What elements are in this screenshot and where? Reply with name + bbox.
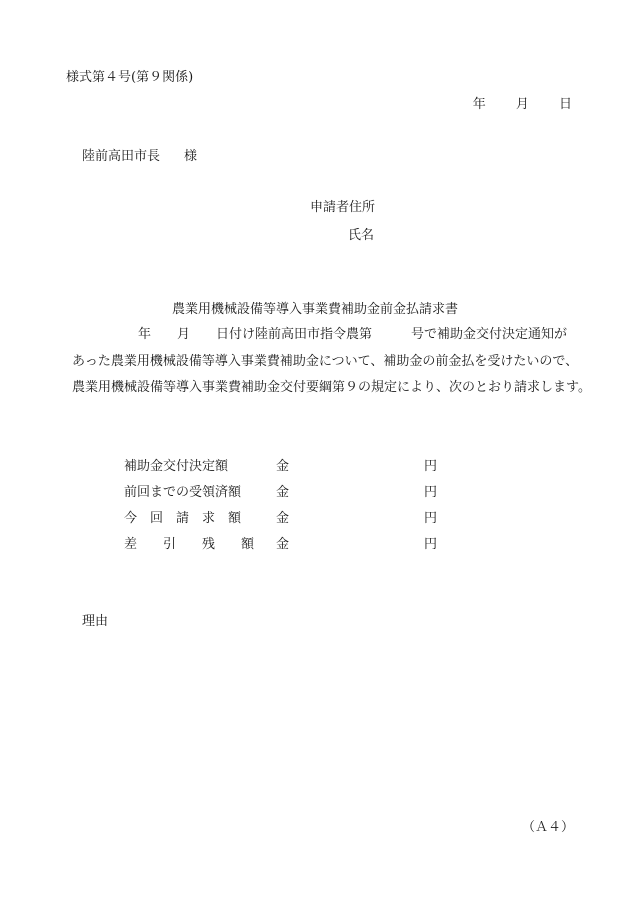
paper-size-note: （Ａ４）: [521, 820, 574, 835]
currency-prefix: 金: [276, 511, 290, 526]
applicant-address-label: 申請者住所: [310, 200, 376, 215]
reason-label: 理由: [82, 614, 109, 629]
body-text-line-3: 農業用機械設備等導入事業費補助金交付要綱第９の規定により、次のとおり請求します。: [72, 380, 591, 395]
amount-label: 差 引 残 額: [124, 537, 255, 552]
currency-unit: 円: [424, 485, 438, 500]
amount-label: 補助金交付決定額: [124, 459, 229, 474]
currency-unit: 円: [424, 511, 438, 526]
currency-unit: 円: [424, 459, 438, 474]
applicant-name-label: 氏名: [348, 228, 375, 243]
document-title: 農業用機械設備等導入事業費補助金前金払請求書: [171, 302, 458, 317]
amount-row-balance: [124, 533, 437, 552]
currency-prefix: 金: [276, 459, 290, 474]
addressee-name: 陸前高田市長: [82, 149, 161, 164]
amount-row-previously-received: [124, 481, 437, 500]
body-text-line-2: あった農業用機械設備等導入事業費補助金について、補助金の前金払を受けたいので、: [72, 354, 579, 369]
body-text-line-1: 年 月 日付け陸前高田市指令農第 号で補助金交付決定通知が: [138, 327, 568, 342]
amount-label: 前回までの受領済額: [124, 485, 242, 500]
date-line: 年 月 日: [472, 97, 572, 112]
amount-row-grant-decision: [124, 455, 437, 474]
amount-row-current-request: [124, 507, 437, 526]
currency-unit: 円: [424, 537, 438, 552]
addressee-honorific: 様: [184, 149, 198, 164]
currency-prefix: 金: [276, 537, 290, 552]
addressee: [82, 145, 197, 164]
currency-prefix: 金: [276, 485, 290, 500]
amount-label: 今 回 請 求 額: [124, 511, 242, 526]
form-number: 様式第４号(第９関係): [66, 70, 194, 85]
